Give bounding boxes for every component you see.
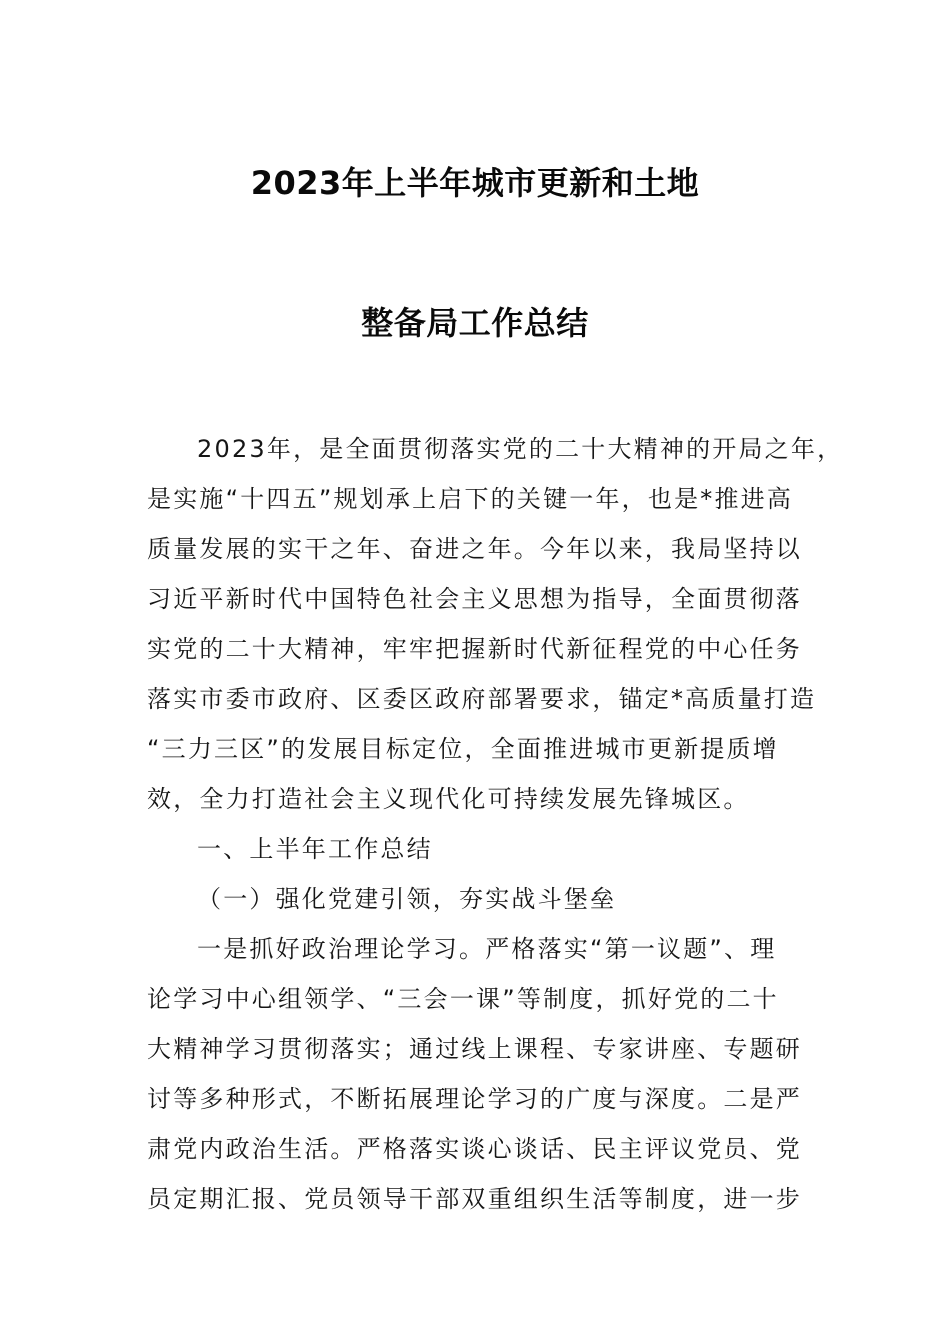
document-title-line-1: 2023年上半年城市更新和土地 [250, 164, 700, 202]
document-body [147, 424, 844, 1224]
body-line: 落实市委市政府、区委区政府部署要求，锚定*高质量打造 [147, 685, 817, 713]
body-line: 讨等多种形式，不断拓展理论学习的广度与深度。二是严 [147, 1085, 802, 1113]
body-line: 质量发展的实干之年、奋进之年。今年以来，我局坚持以 [147, 535, 802, 563]
document-title-line-2: 整备局工作总结 [361, 304, 589, 342]
body-line: 2023年，是全面贯彻落实党的二十大精神的开局之年， [197, 435, 844, 463]
body-line: 论学习中心组领学、“三会一课”等制度，抓好党的二十 [147, 985, 779, 1013]
body-line: 是实施“十四五”规划承上启下的关键一年，也是*推进高 [147, 485, 794, 513]
body-line: 效，全力打造社会主义现代化可持续发展先锋城区。 [147, 785, 750, 813]
body-line: 一、上半年工作总结 [197, 835, 433, 863]
body-line: 一是抓好政治理论学习。严格落实“第一议题”、理 [197, 935, 777, 963]
body-line: 习近平新时代中国特色社会主义思想为指导，全面贯彻落 [147, 585, 802, 613]
body-line: “三力三区”的发展目标定位，全面推进城市更新提质增 [147, 735, 779, 763]
body-line: （一）强化党建引领，夯实战斗堡垒 [197, 885, 617, 913]
body-line: 员定期汇报、党员领导干部双重组织生活等制度，进一步 [147, 1185, 802, 1213]
body-line: 实党的二十大精神，牢牢把握新时代新征程党的中心任务 [147, 635, 802, 663]
body-line: 肃党内政治生活。严格落实谈心谈话、民主评议党员、党 [147, 1135, 802, 1163]
body-line: 大精神学习贯彻落实；通过线上课程、专家讲座、专题研 [147, 1035, 802, 1063]
